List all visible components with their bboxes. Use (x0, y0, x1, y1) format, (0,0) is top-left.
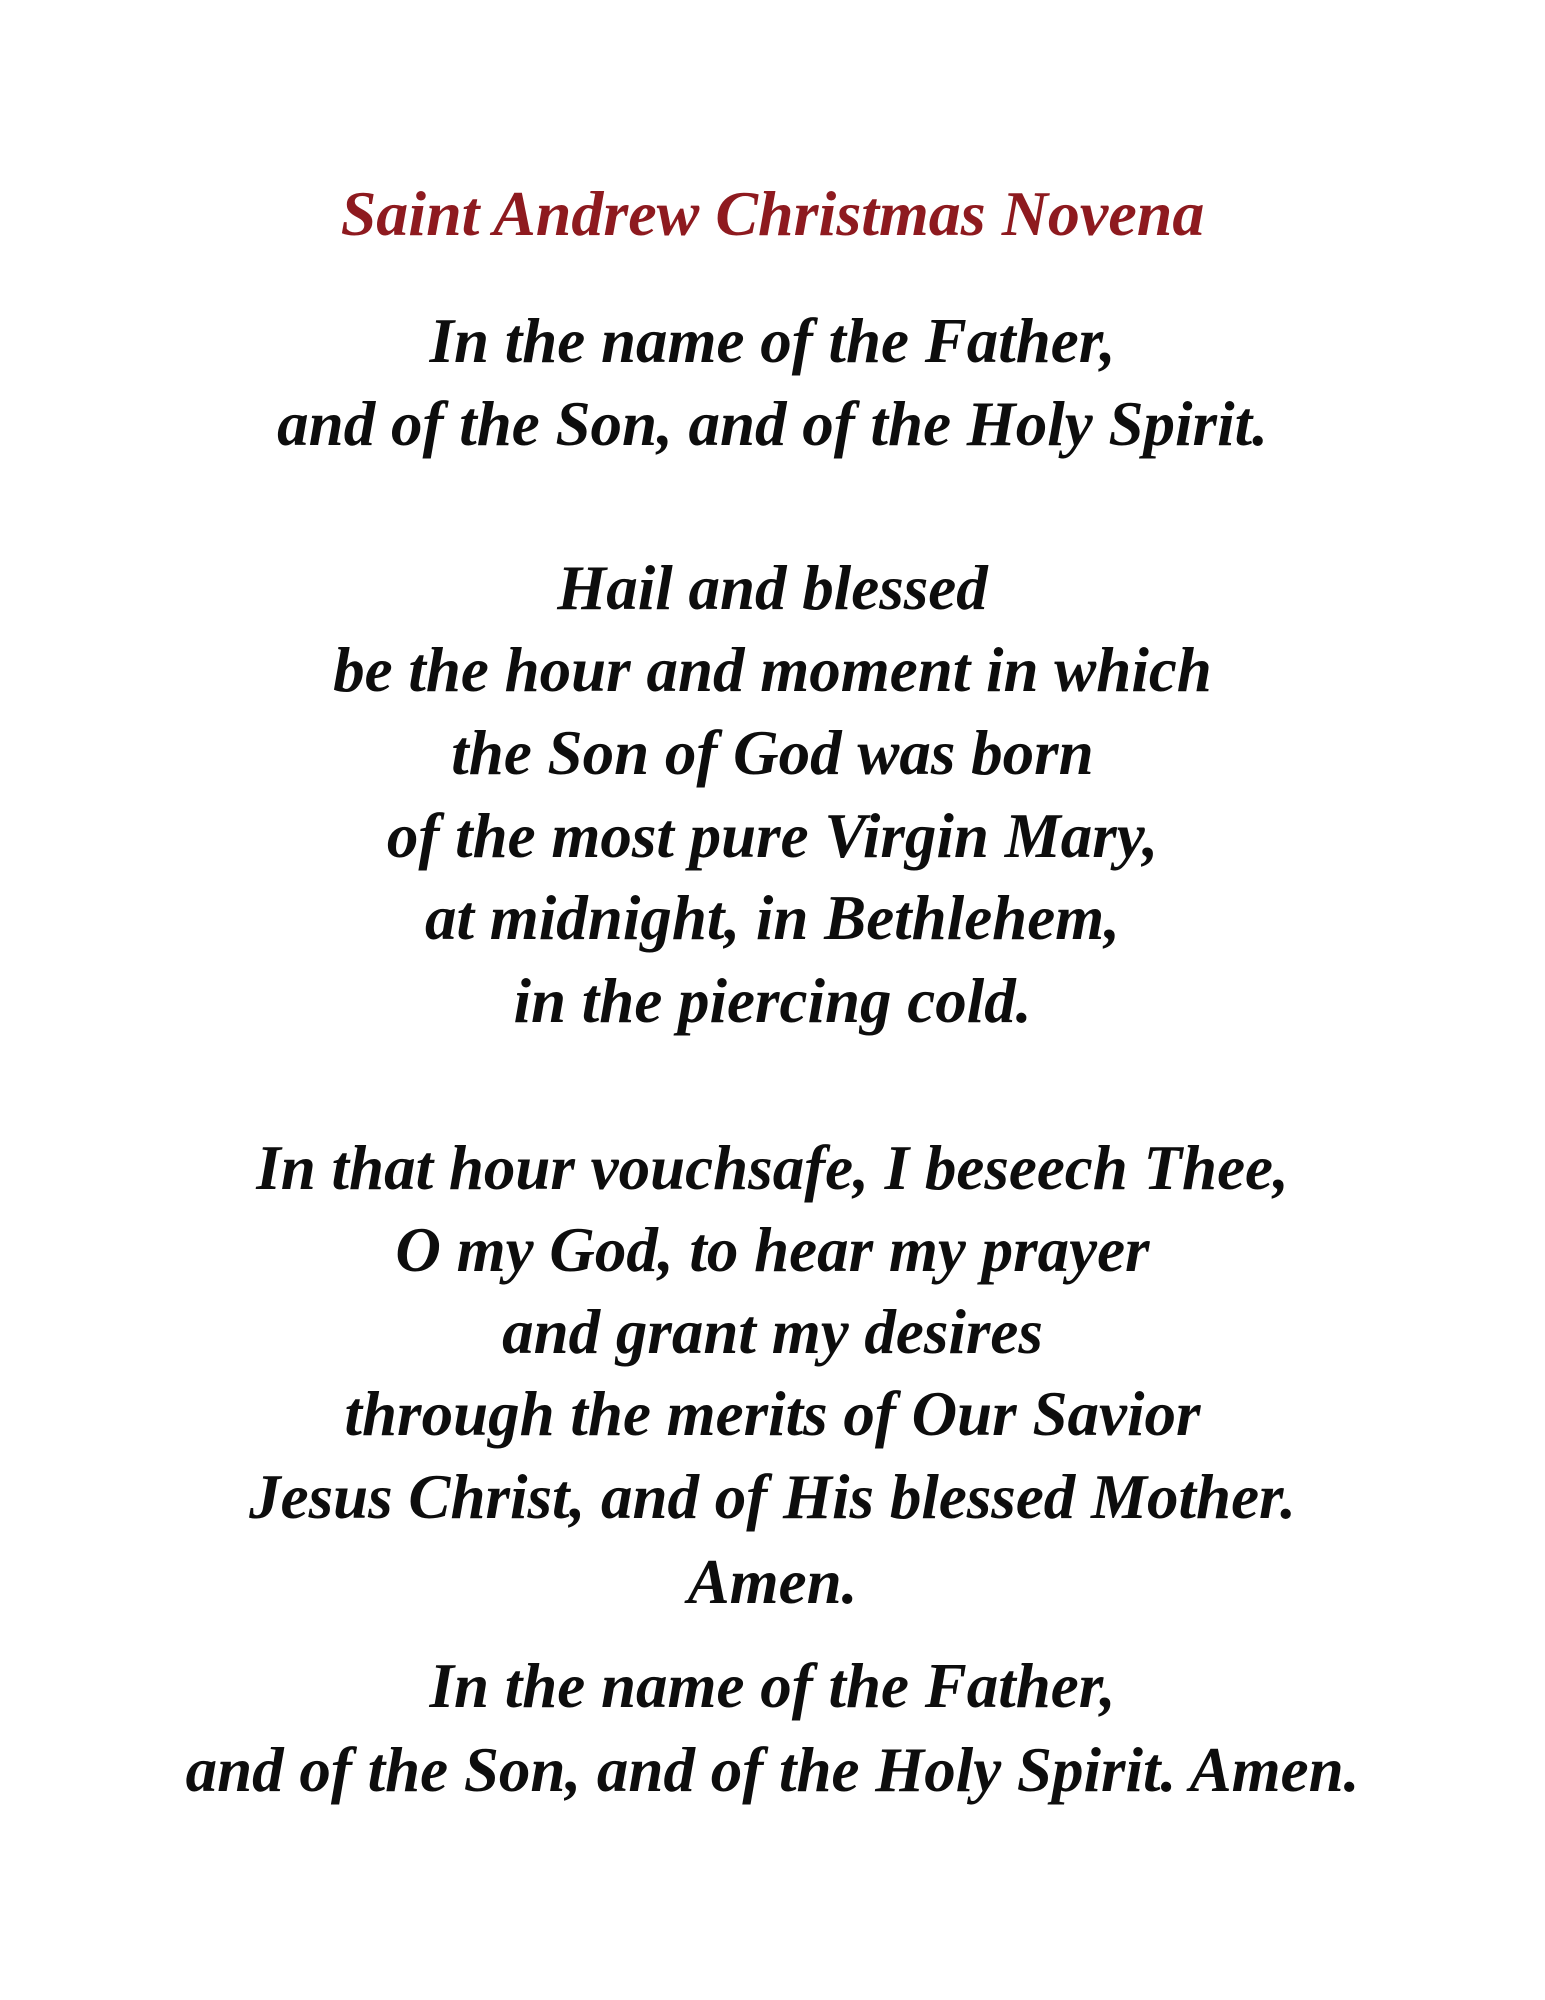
prayer-line: at midnight, in Bethlehem, (425, 883, 1120, 953)
prayer-line: In the name of the Father, (429, 1651, 1116, 1721)
prayer-line: and of the Son, and of the Holy Spirit. Amen. (185, 1735, 1360, 1805)
prayer-line: through the merits of Our Savior (344, 1379, 1201, 1449)
prayer-line: and grant my desires (502, 1297, 1043, 1367)
prayer-line: Jesus Christ, and of His blessed Mother. (249, 1462, 1296, 1532)
prayer-line: Hail and blessed (557, 553, 988, 623)
prayer-line: Amen. (687, 1547, 858, 1617)
prayer-line: In that hour vouchsafe, I beseech Thee, (256, 1133, 1289, 1203)
prayer-line: In the name of the Father, (429, 306, 1116, 376)
prayer-line: O my God, to hear my prayer (395, 1215, 1150, 1285)
prayer-line: the Son of God was born (451, 718, 1094, 788)
prayer-line: be the hour and moment in which (333, 635, 1212, 705)
prayer-line: in the piercing cold. (513, 966, 1032, 1036)
prayer-line: and of the Son, and of the Holy Spirit. (277, 389, 1268, 459)
page-title: Saint Andrew Christmas Novena (340, 178, 1205, 249)
prayer-line: of the most pure Virgin Mary, (386, 801, 1159, 871)
